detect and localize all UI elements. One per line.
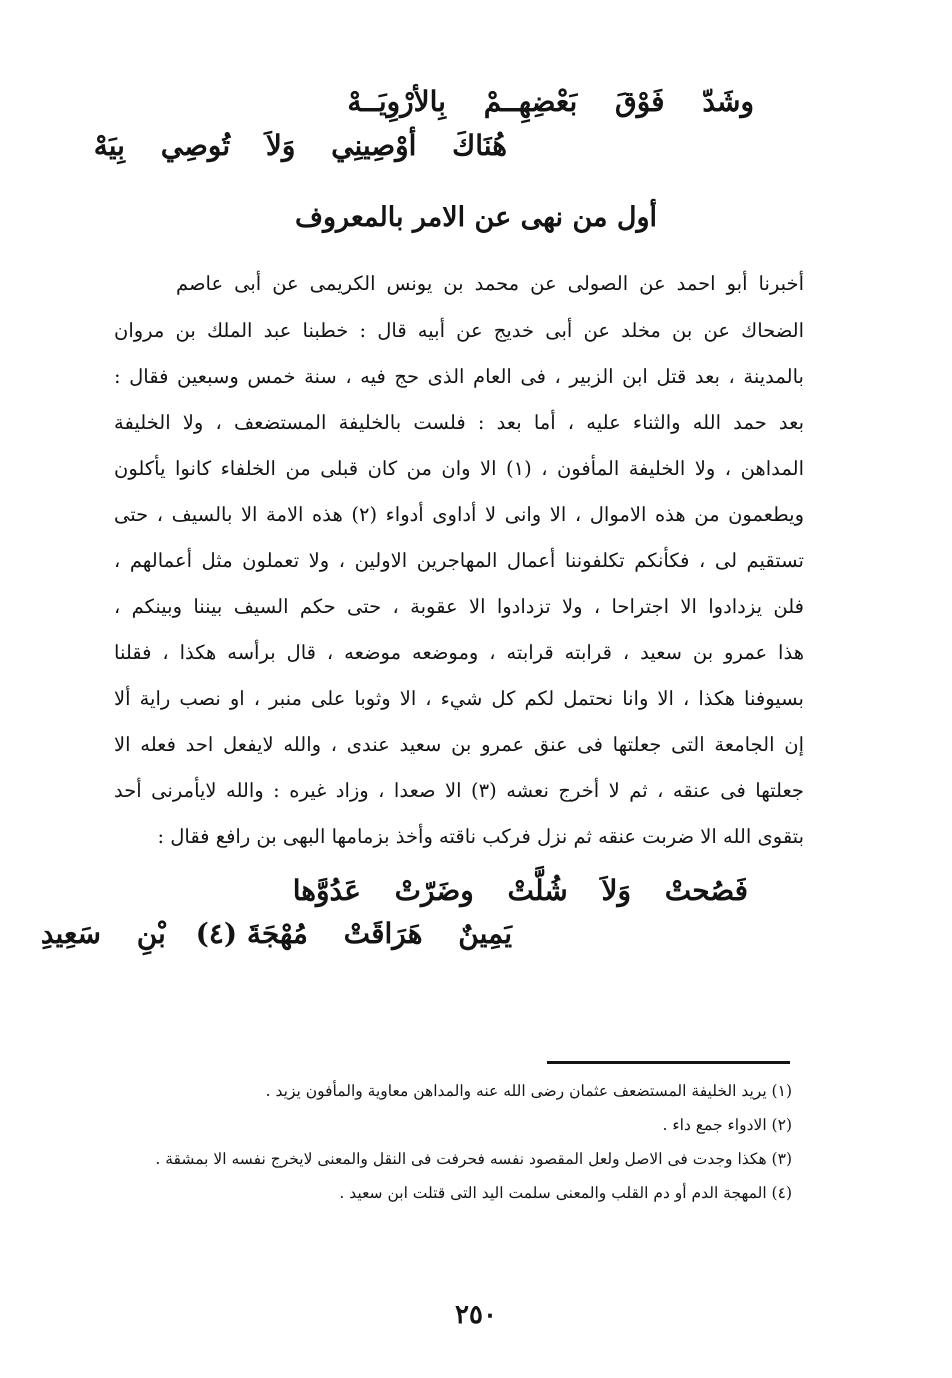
verse-word: وضَرّتْ	[394, 874, 474, 907]
verse-word: عَدُوَّها	[292, 874, 361, 907]
body-line: بالمدينة ، بعد قتل ابن الزبير ، فى العام الذى حج فيه ، سنة خمس وسبعين فقال :	[114, 365, 804, 388]
body-line: بعد حمد الله والثناء عليه ، أما بعد : فلست بالخليفة المستضعف ، ولا الخليفة	[114, 411, 804, 434]
verse-word: هَرَاقَتْ	[343, 917, 423, 950]
body-line: بتقوى الله الا ضربت عنقه ثم نزل فركب ناقته وأخذ بزمامها البهى بن رافع فقال :	[157, 825, 804, 848]
top-verse-line-1	[347, 82, 754, 122]
footnote-3: (٣) هكذا وجدت فى الاصل ولعل المقصود نفسه فحرفت فى النقل والمعنى لايخرج نفسه الا بمشقة .	[155, 1150, 792, 1168]
verse-word: وَلاَ	[601, 874, 632, 907]
body-line: جعلتها فى عنقه ، ثم لا أخرج نعشه (٣) الا صعدا ، وزاد غيره : والله لايأمرنى أحد	[114, 779, 804, 802]
verse-word: وشَدّ	[702, 85, 754, 118]
verse-word: أوْصِينِي	[331, 129, 417, 162]
page-number: ٢٥٠	[455, 1300, 497, 1330]
footnote-2: (٢) الادواء جمع داء .	[662, 1116, 792, 1134]
body-line: أخبرنا أبو احمد عن الصولى عن محمد بن يونس الكريمى عن أبى عاصم	[176, 272, 804, 295]
verse-word: هُنَاكَ	[452, 129, 507, 162]
verse-word: وَلاَ	[265, 129, 296, 162]
top-verse-line-2	[94, 126, 507, 166]
verse-word: تُوصِي	[160, 129, 231, 162]
verse-word: بَعْضِهِــمْ	[483, 85, 578, 118]
body-line: هذا عمرو بن سعيد ، قرابته قرابته ، وموضعه موضعه ، قال برأسه هكذا ، فقلنا	[114, 641, 804, 664]
bottom-verse-line-2	[41, 914, 512, 954]
bottom-verse-line-1	[293, 871, 748, 911]
footnote-separator	[547, 1061, 790, 1064]
body-line: بسيوفنا هكذا ، الا وانا نحتمل لكم كل شيء ، الا وثوبا على منبر ، او نصب راية ألا	[114, 687, 804, 710]
section-heading: أول من نهى عن الامر بالمعروف	[294, 202, 658, 233]
verse-word: يَمِينٌ	[458, 917, 512, 950]
footnote-4: (٤) المهجة الدم أو دم القلب والمعنى سلمت اليد التى قتلت ابن سعيد .	[339, 1184, 792, 1202]
verse-word: سَعِيدِ	[40, 917, 101, 950]
verse-word: بْنِ	[136, 917, 166, 950]
body-line: إن الجامعة التى جعلتها فى عنق عمرو بن سعيد عندى ، والله لايفعل احد فعله الا	[114, 733, 804, 756]
verse-word: فَوْقَ	[614, 85, 665, 118]
body-line: فلن يزدادوا الا اجتراحا ، ولا تزدادوا الا عقوبة ، حتى حكم السيف بيننا وبينكم ،	[114, 595, 804, 618]
body-line: الضحاك عن بن مخلد عن أبى خديج عن أبيه قال : خطبنا عبد الملك بن مروان	[114, 319, 804, 342]
footnote-1: (١) يريد الخليفة المستضعف عثمان رضى الله عنه والمداهن معاوية والمأفون يزيد .	[265, 1082, 792, 1100]
body-line: ويطعمون من هذه الاموال ، الا وانى لا أداوى أدواء (٢) هذه الامة الا بالسيف ، حتى	[114, 503, 804, 526]
verse-word: بِالأرْوِيَــهْ	[347, 85, 446, 118]
body-line: تستقيم لى ، فكأنكم تكلفوننا أعمال المهاجرين الاولين ، ولا تعملون مثل أعمالهم ،	[114, 549, 804, 572]
verse-word: بِيَهْ	[93, 129, 125, 162]
body-line: المداهن ، ولا الخليفة المأفون ، (١) الا وان من كان قبلى من الخلفاء كانوا يأكلون	[114, 457, 804, 480]
verse-word: شُلَّتْ	[507, 874, 568, 907]
verse-word: فَصُحتْ	[664, 874, 748, 907]
verse-word: مُهْجَةَ (٤)	[195, 917, 308, 950]
